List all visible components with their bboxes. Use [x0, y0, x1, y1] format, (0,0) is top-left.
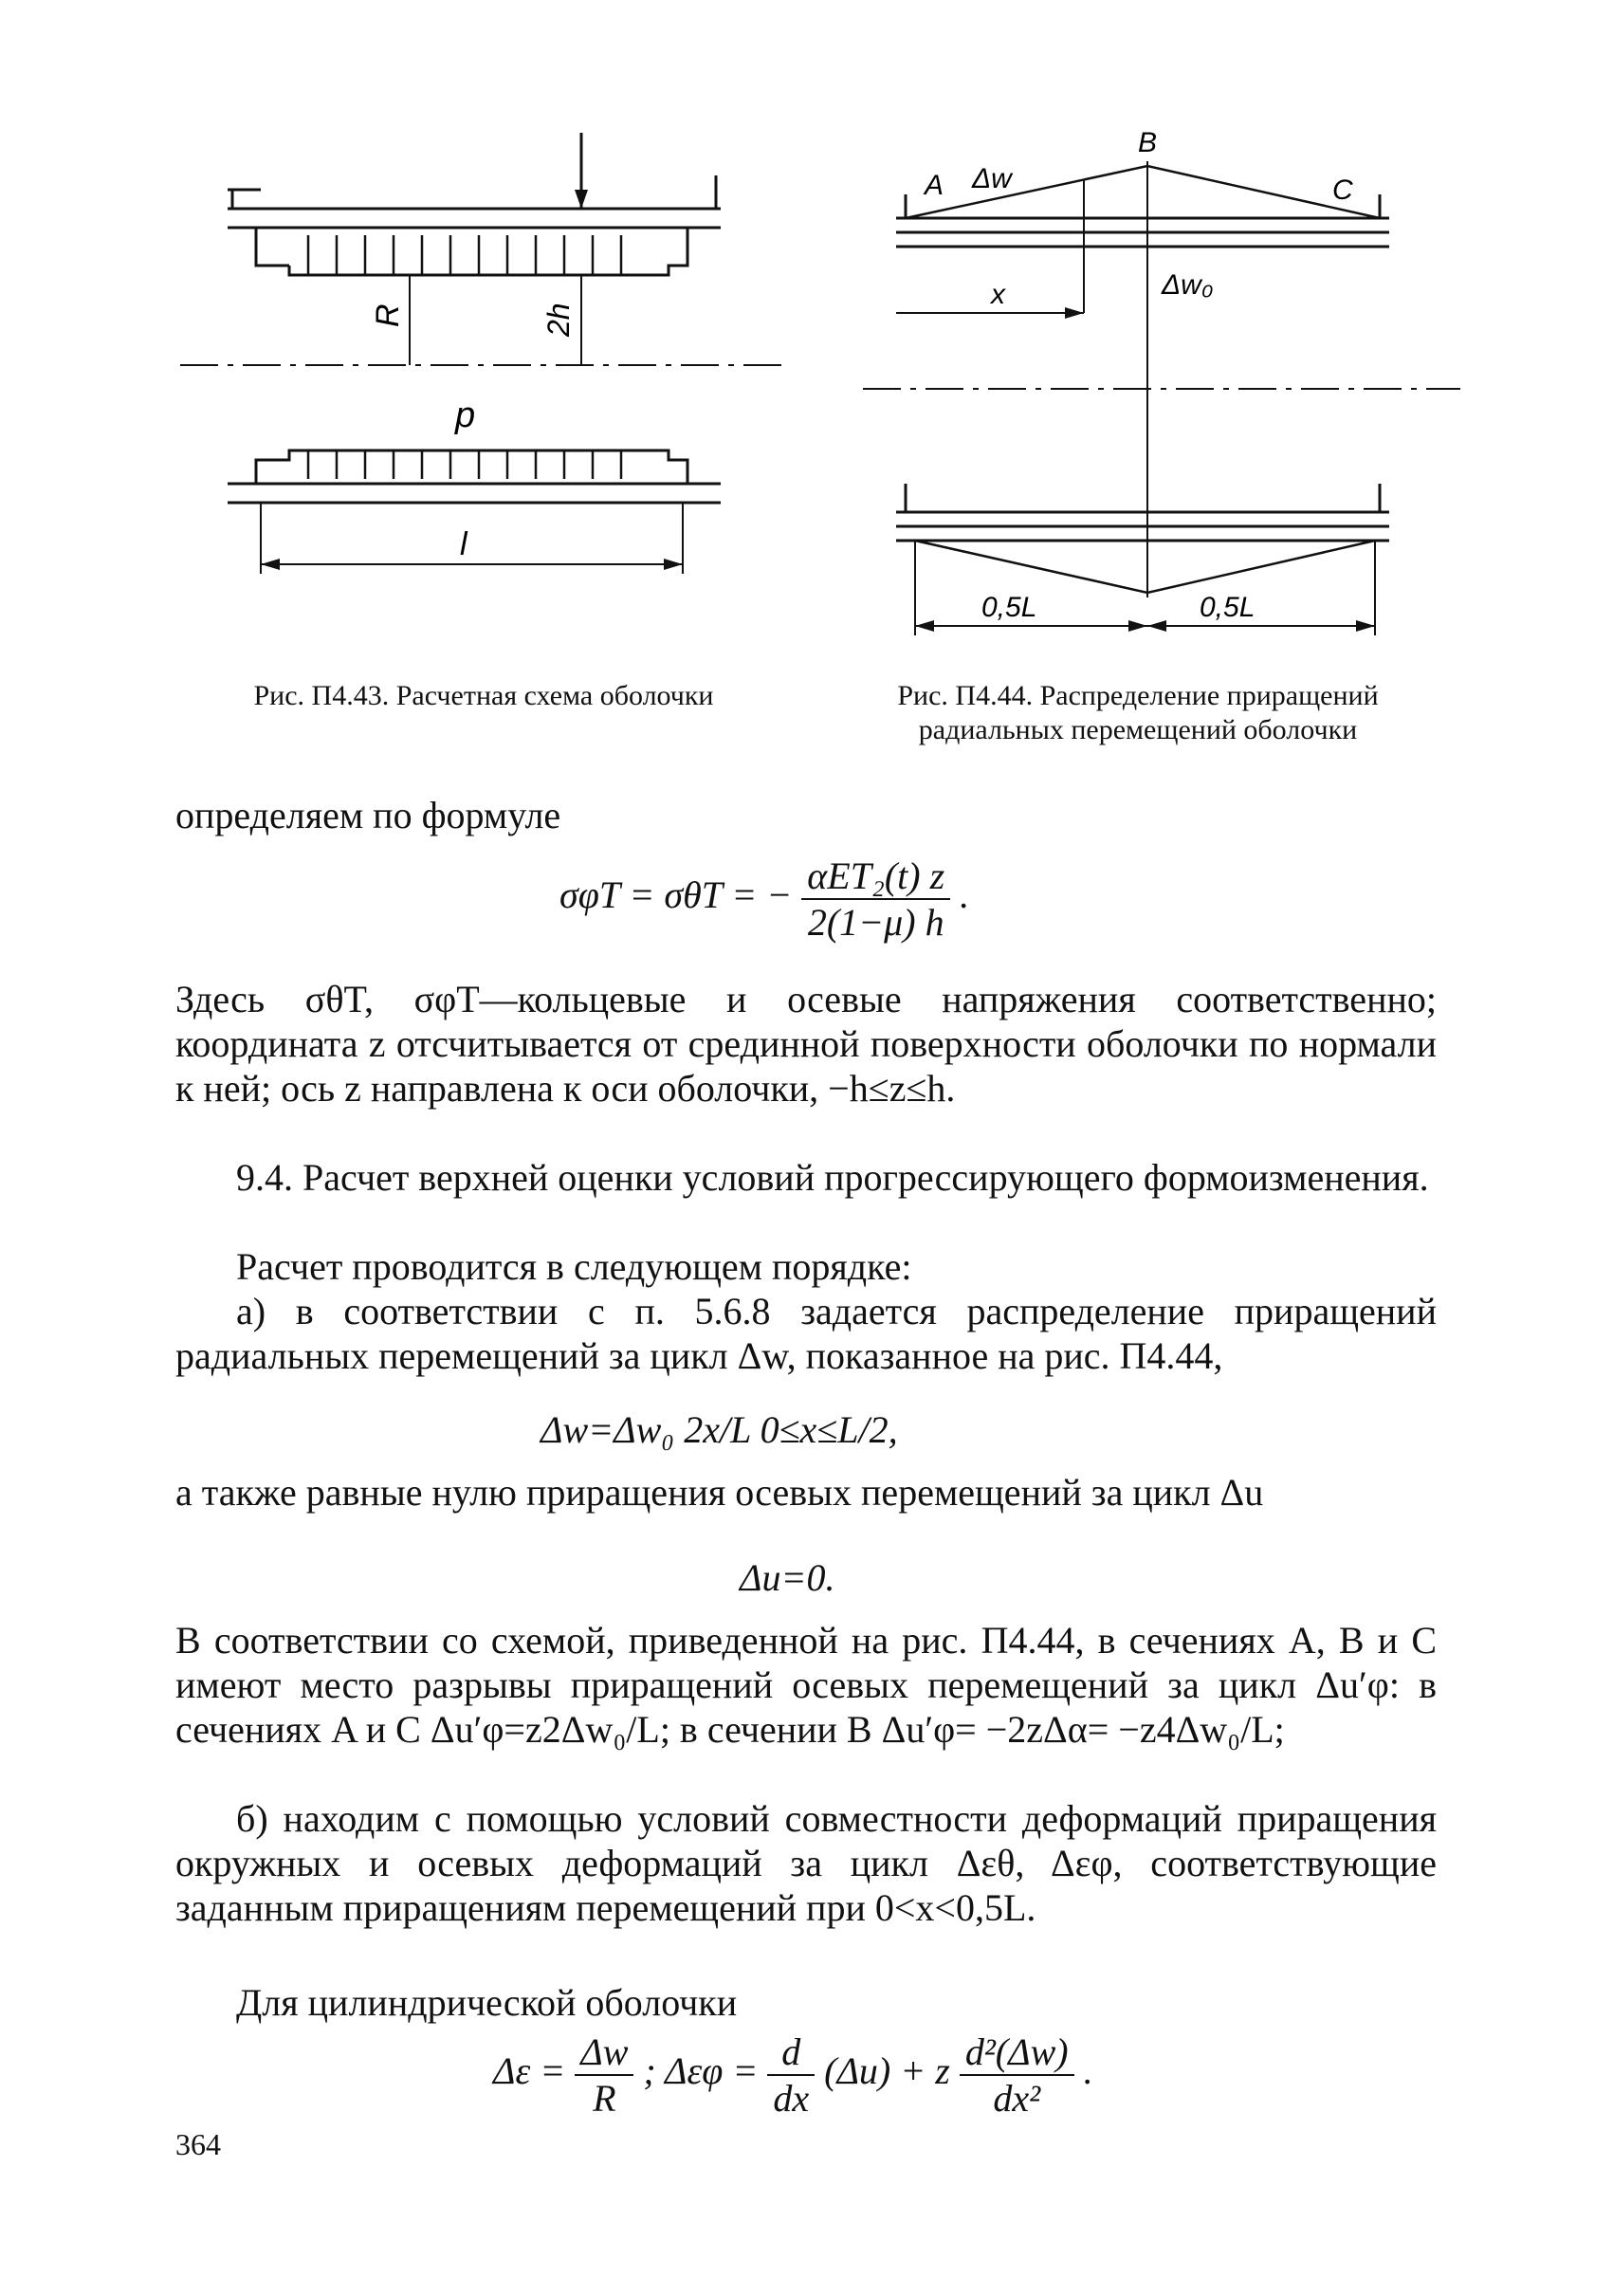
label-x: x — [991, 279, 1005, 310]
formula-eps-numerator: Δw — [575, 2030, 633, 2076]
formula-sigma-denominator: 2(1−μ) h — [807, 901, 944, 944]
shell-scheme-drawing — [171, 123, 797, 616]
formula-d-dx-fraction — [767, 2030, 815, 2121]
label-dw: Δw — [972, 163, 1012, 194]
paragraph-discontinuities: В соответствии со схемой, приведенной на рис. П4.44, в сечениях A, B и C имеют место разрывы приращений осевых перемещений за цикл Δu′φ: в сечениях A и C Δu′φ=z2Δw₀/L; в сечении B Δu′φ= −2zΔα= −z4Δw₀/L; — [175, 1619, 1437, 1751]
paragraph-procedure: Расчет проводится в следующем порядке: — [236, 1245, 912, 1288]
formula-eps-fraction — [575, 2030, 633, 2121]
formula-sigma-numerator: αET₂(t) z — [801, 854, 950, 900]
paragraph-stress-definitions: Здесь σθT, σφT—кольцевые и осевые напряжения соответственно; координата z отсчитывается от срединной поверхности оболочки по нормали к ней; ось z направлена к оси оболочки, −h≤z≤h. — [175, 978, 1437, 1110]
label-half-left: 0,5L — [981, 592, 1037, 623]
caption-fig-p4-44 — [834, 679, 1441, 747]
label-2h: 2h — [541, 303, 576, 337]
figure-radial-increments — [858, 123, 1465, 654]
paragraph-step-a: а) в соответствии с п. 5.6.8 задается распределение приращений радиальных перемещений за цикл Δw, показанное на рис. П4.44, — [175, 1290, 1437, 1377]
formula-sigma-T — [559, 854, 969, 945]
formula-eps-denominator: R — [593, 2077, 616, 2120]
formula-dx2-denominator: dx² — [993, 2077, 1041, 2120]
caption-left-text: Рис. П4.43. Расчетная схема оболочки — [253, 680, 714, 711]
label-R: R — [370, 303, 406, 327]
formula-sigma-fraction — [801, 854, 950, 945]
formula-sigma-end: . — [960, 873, 970, 917]
formula-sigma-lhs: σφT = σθT = − — [559, 873, 793, 917]
formula-dw: Δw=Δw₀ 2x/L 0≤x≤L/2, — [541, 1408, 898, 1451]
page-number: 364 — [175, 2127, 221, 2161]
figure-shell-scheme — [171, 123, 797, 616]
caption-right-line2: радиальных перемещений оболочки — [918, 714, 1358, 745]
label-C: C — [1332, 174, 1353, 206]
formula-dx-denominator: dx — [773, 2077, 810, 2120]
paragraph-axial-increments: а также равные нулю приращения осевых перемещений за цикл Δu — [175, 1471, 1264, 1514]
label-half-right: 0,5L — [1200, 592, 1256, 623]
caption-fig-p4-43 — [171, 679, 797, 713]
paragraph-formula-intro: определяем по формуле — [175, 794, 561, 836]
paragraph-cylindrical: Для цилиндрической оболочки — [236, 1981, 738, 2024]
label-A: A — [925, 170, 944, 201]
formula-du: Δu=0. — [740, 1556, 835, 1599]
formula-epsphi-mid: (Δu) + z — [824, 2049, 950, 2093]
formula-eps-lhs: Δε = — [493, 2049, 566, 2093]
formula-strain-increments — [493, 2030, 1093, 2121]
formula-d2-fraction — [960, 2030, 1074, 2121]
formula-d-numerator: d — [767, 2030, 815, 2076]
label-l: l — [460, 526, 467, 562]
formula-epsphi-lhs: ; Δεφ = — [643, 2049, 759, 2093]
label-dw0: Δw₀ — [1162, 269, 1214, 301]
paragraph-section-9-4: 9.4. Расчет верхней оценки условий прогрессирующего формоизменения. — [236, 1156, 1429, 1199]
caption-right-line1: Рис. П4.44. Распределение приращений — [897, 680, 1379, 711]
label-p: p — [455, 395, 476, 435]
label-B: B — [1138, 127, 1158, 158]
formula-d2-numerator: d²(Δw) — [960, 2030, 1074, 2076]
formula-strain-end: . — [1083, 2049, 1093, 2093]
paragraph-step-b: б) находим с помощью условий совместности деформаций приращения окружных и осевых деформаций за цикл Δεθ, Δεφ, соответствующие заданным приращениям перемещений при 0<x<0,5L. — [175, 1797, 1437, 1929]
radial-increments-drawing — [858, 123, 1465, 654]
